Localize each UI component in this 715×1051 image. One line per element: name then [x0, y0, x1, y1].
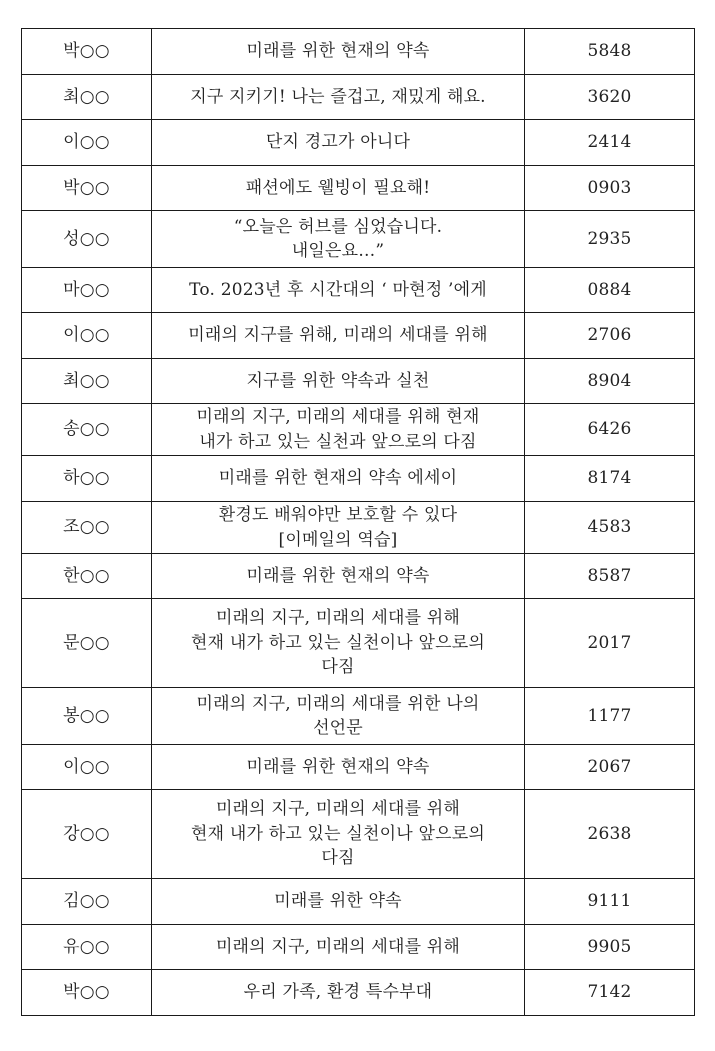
entry-code-cell: 2706 — [525, 313, 695, 359]
table-row — [22, 456, 695, 502]
essay-title-cell — [152, 313, 525, 359]
table-row — [22, 268, 695, 313]
table-row — [22, 925, 695, 970]
essay-title-line: 선언문 — [313, 718, 363, 738]
entry-code-cell: 8904 — [525, 359, 695, 404]
table-row — [22, 359, 695, 404]
entry-code-cell: 7142 — [525, 970, 695, 1016]
essay-title-line: “오늘은 허브를 심었습니다. — [233, 216, 443, 237]
author-name-cell: 박○○ — [22, 29, 152, 75]
author-name-cell: 이○○ — [22, 745, 152, 790]
essay-title-line: 내일은요…” — [291, 241, 385, 261]
entry-code-cell: 2638 — [525, 790, 695, 879]
essay-title-line: 지구 지키기! 나는 즐겁고, 재밌게 해요. — [190, 86, 486, 107]
entry-code-cell: 6426 — [525, 404, 695, 456]
table-row — [22, 211, 695, 268]
entry-code-cell: 2017 — [525, 599, 695, 688]
essay-title-cell — [152, 359, 525, 404]
table-row — [22, 599, 695, 688]
author-name-cell: 문○○ — [22, 599, 152, 688]
essay-title-line: [이메일의 역습] — [278, 529, 398, 550]
entry-code-cell: 8587 — [525, 554, 695, 599]
author-name-cell: 한○○ — [22, 554, 152, 599]
author-name-cell: 최○○ — [22, 359, 152, 404]
essay-title-cell — [152, 599, 525, 688]
essay-title-line: 미래의 지구, 미래의 세대를 위해 — [215, 936, 461, 957]
essay-title-line: 미래의 지구를 위해, 미래의 세대를 위해 — [188, 325, 488, 346]
essay-title-cell — [152, 211, 525, 268]
table-row — [22, 554, 695, 599]
essay-title-line: 현재 내가 하고 있는 실천이나 앞으로의 — [191, 632, 485, 653]
essay-title-cell — [152, 456, 525, 502]
entry-code-cell: 2414 — [525, 120, 695, 166]
entry-code-cell: 2067 — [525, 745, 695, 790]
essay-title-cell — [152, 925, 525, 970]
essay-title-line: 미래의 지구, 미래의 세대를 위해 — [215, 799, 461, 820]
essay-title-line: 미래의 지구, 미래의 세대를 위해 — [215, 608, 461, 629]
essay-title-line: 우리 가족, 환경 특수부대 — [243, 982, 433, 1003]
table-row — [22, 313, 695, 359]
essay-title-cell — [152, 166, 525, 211]
author-name-cell: 김○○ — [22, 879, 152, 925]
table-row — [22, 29, 695, 75]
entry-code-cell: 9905 — [525, 925, 695, 970]
author-name-cell: 유○○ — [22, 925, 152, 970]
author-name-cell: 하○○ — [22, 456, 152, 502]
table-row — [22, 879, 695, 925]
table-row — [22, 120, 695, 166]
entry-code-cell: 1177 — [525, 688, 695, 745]
document-page — [21, 28, 694, 1016]
essay-title-line: 지구를 위한 약속과 실천 — [246, 370, 430, 391]
entries-table — [21, 28, 695, 1016]
table-row — [22, 75, 695, 120]
table-row — [22, 790, 695, 879]
table-row — [22, 404, 695, 456]
entry-code-cell: 9111 — [525, 879, 695, 925]
essay-title-line: 미래를 위한 현재의 약속 — [246, 565, 430, 586]
table-row — [22, 166, 695, 211]
entry-code-cell: 8174 — [525, 456, 695, 502]
essay-title-cell — [152, 268, 525, 313]
entry-code-cell: 3620 — [525, 75, 695, 120]
author-name-cell: 조○○ — [22, 502, 152, 554]
author-name-cell: 박○○ — [22, 166, 152, 211]
essay-title-cell — [152, 790, 525, 879]
essay-title-line: 다짐 — [321, 848, 355, 869]
table-row — [22, 502, 695, 554]
essay-title-line: 미래를 위한 현재의 약속 에세이 — [218, 468, 458, 489]
author-name-cell: 최○○ — [22, 75, 152, 120]
essay-title-line: To. 2023년 후 시간대의 ‘ 마현정 ’에게 — [189, 279, 487, 300]
entry-code-cell: 5848 — [525, 29, 695, 75]
essay-title-line: 내가 하고 있는 실천과 앞으로의 다짐 — [199, 431, 477, 452]
essay-title-cell — [152, 879, 525, 925]
essay-title-line: 미래의 지구, 미래의 세대를 위한 나의 — [196, 693, 480, 714]
essay-title-cell — [152, 75, 525, 120]
entry-code-cell: 4583 — [525, 502, 695, 554]
essay-title-cell — [152, 745, 525, 790]
essay-title-line: 미래를 위한 약속 — [274, 891, 402, 912]
essay-title-cell — [152, 688, 525, 745]
author-name-cell: 이○○ — [22, 313, 152, 359]
essay-title-line: 패션에도 웰빙이 필요해! — [245, 177, 431, 198]
table-row — [22, 745, 695, 790]
essay-title-line: 미래를 위한 현재의 약속 — [246, 756, 430, 777]
author-name-cell: 마○○ — [22, 268, 152, 313]
essay-title-cell — [152, 554, 525, 599]
entry-code-cell: 0884 — [525, 268, 695, 313]
essay-title-cell — [152, 502, 525, 554]
essay-title-cell — [152, 970, 525, 1016]
author-name-cell: 이○○ — [22, 120, 152, 166]
essay-title-cell — [152, 120, 525, 166]
entry-code-cell: 0903 — [525, 166, 695, 211]
essay-title-line: 다짐 — [321, 657, 355, 678]
essay-title-line: 현재 내가 하고 있는 실천이나 앞으로의 — [191, 823, 485, 844]
author-name-cell: 강○○ — [22, 790, 152, 879]
author-name-cell: 성○○ — [22, 211, 152, 268]
essay-title-cell — [152, 404, 525, 456]
entry-code-cell: 2935 — [525, 211, 695, 268]
author-name-cell: 봉○○ — [22, 688, 152, 745]
author-name-cell: 박○○ — [22, 970, 152, 1016]
essay-title-cell — [152, 29, 525, 75]
author-name-cell: 송○○ — [22, 404, 152, 456]
table-row — [22, 688, 695, 745]
entries-table-body — [22, 29, 695, 1016]
table-row — [22, 970, 695, 1016]
essay-title-line: 미래를 위한 현재의 약속 — [246, 41, 430, 62]
essay-title-line: 미래의 지구, 미래의 세대를 위해 현재 — [196, 407, 480, 427]
essay-title-line: 환경도 배워야만 보호할 수 있다 — [218, 505, 458, 525]
essay-title-line: 단지 경고가 아니다 — [265, 132, 411, 153]
